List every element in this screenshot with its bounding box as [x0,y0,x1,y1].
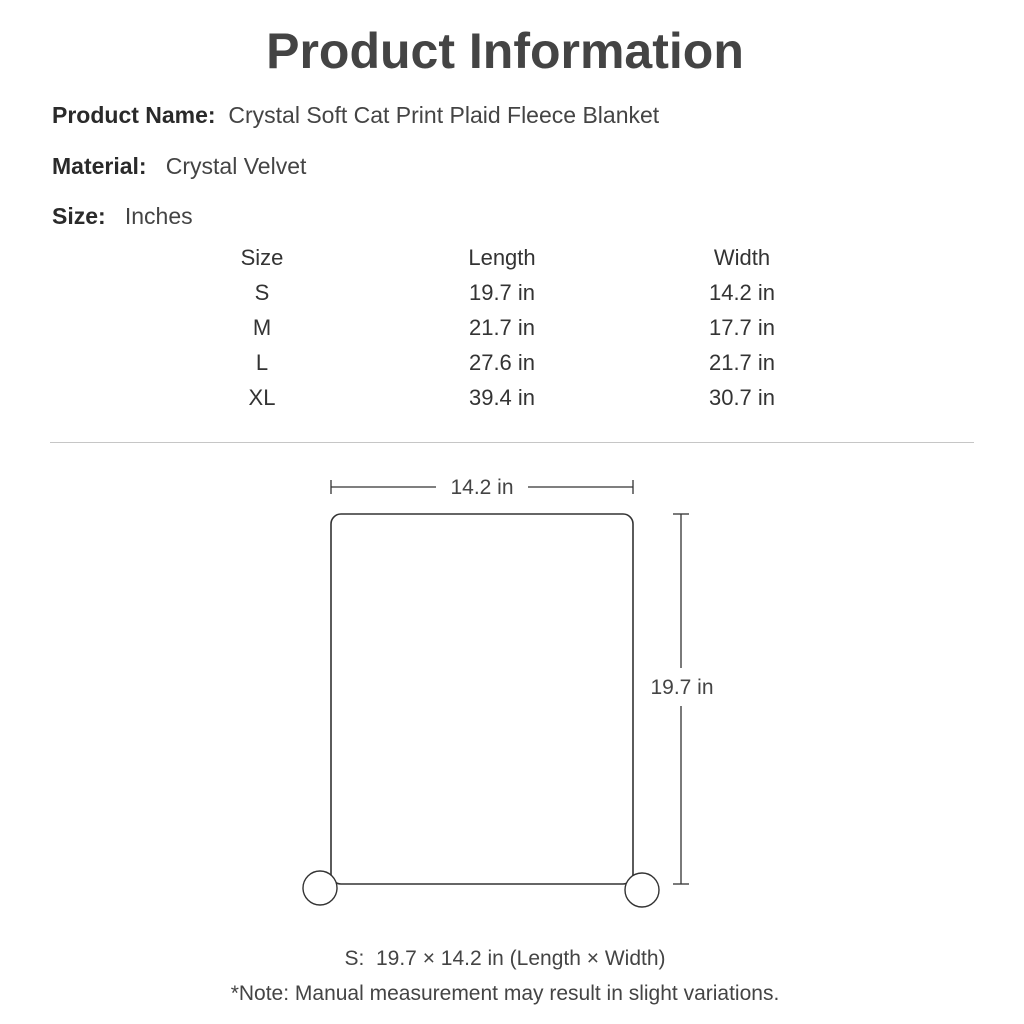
page-title: Product Information [266,23,744,79]
cell-size: M [252,314,272,340]
cell-size: L [255,349,269,375]
cell-length: 21.7 in [468,314,536,340]
cell-length: 39.4 in [468,384,536,410]
measurement-note: *Note: Manual measurement may result in slight variations. [230,982,780,1005]
length-dimension [650,514,713,884]
caption-size-prefix: S: [344,947,365,970]
corner-circle-left [303,871,337,905]
cell-size: XL [248,384,276,410]
product-name-value: Crystal Soft Cat Print Plaid Fleece Blanket [228,102,660,128]
size-label: Size: [52,203,106,229]
cell-length: 27.6 in [468,349,536,375]
cell-size: S [254,279,270,305]
caption-dimensions: 19.7 × 14.2 in (Length × Width) [375,947,666,970]
cell-width: 30.7 in [708,384,776,410]
blanket-outline [331,514,633,884]
header-width: Width [713,244,771,270]
size-unit-value: Inches [124,203,193,229]
corner-circle-right [625,873,659,907]
product-name-label: Product Name: [52,102,216,128]
width-dimension [331,476,633,499]
width-label: 14.2 in [450,476,514,499]
cell-width: 14.2 in [708,279,776,305]
length-label: 19.7 in [650,676,714,699]
header-length: Length [468,244,536,270]
size-caption [0,947,1010,971]
cell-width: 17.7 in [708,314,776,340]
cell-length: 19.7 in [468,279,536,305]
header-size: Size [240,244,284,270]
material-value: Crystal Velvet [165,153,307,179]
material-label: Material: [52,153,147,179]
cell-width: 21.7 in [708,349,776,375]
